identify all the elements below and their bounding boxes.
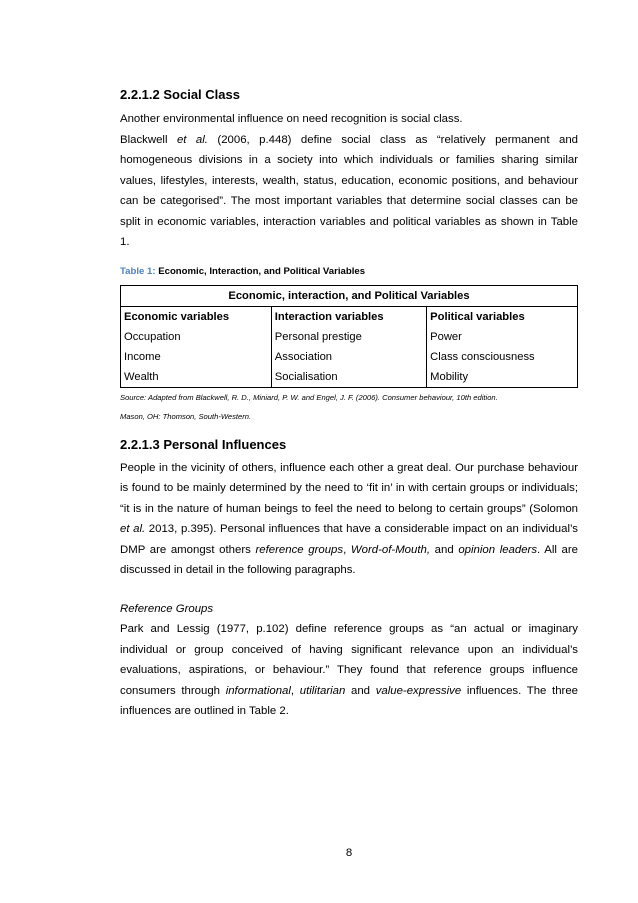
text-run: Blackwell [120, 133, 177, 146]
section-heading-social-class: 2.2.1.2 Social Class [120, 87, 240, 102]
text-run: (2006, p.448) define social class as “relatively permanent and homogeneous divisions in a society into which individuals or families sharing similar values, lifestyles, interests, wealth, status, education, economic positions, and behaviour can be categorised”. The most important variables that determine social classes can be split in economic variables, interaction variables and political variables as shown in Table 1. [120, 133, 578, 248]
table1-cell: Class consciousness [427, 347, 578, 367]
social-class-intro: Another environmental influence on need recognition is social class. [120, 113, 463, 125]
table1-cell: Occupation [121, 327, 272, 347]
table1-cell: Mobility [427, 367, 578, 388]
table1-source-line1: Source: Adapted from Blackwell, R. D., Miniard, P. W. and Engel, J. F. (2006). Consumer behaviour, 10th edition. [120, 392, 498, 402]
table1-column-header: Economic variables [121, 306, 272, 327]
table1 [120, 285, 578, 388]
subheading-reference-groups: Reference Groups [120, 602, 214, 615]
table1-column-header: Political variables [427, 306, 578, 327]
section-heading-personal-influences: 2.2.1.3 Personal Influences [120, 436, 287, 452]
table1-caption-label: Table 1: [120, 265, 156, 277]
page-number: 8 [345, 847, 353, 859]
table1-cell: Personal prestige [271, 327, 426, 347]
text-run: , [343, 543, 351, 556]
table1-cell: Wealth [121, 367, 272, 388]
table1-cell: Socialisation [271, 367, 426, 388]
table1-cell: Income [121, 347, 272, 367]
document-page [120, 86, 578, 722]
reference-groups-paragraph [120, 619, 578, 722]
table1-column-header: Interaction variables [271, 306, 426, 327]
text-run-italic: et al. [176, 133, 208, 146]
text-run: influences. The three influences are outlined in Table 2. [120, 684, 578, 717]
table-row [121, 367, 578, 388]
table1-cell: Association [271, 347, 426, 367]
table1-source-line2: Mason, OH: Thomson, South-Western. [120, 411, 252, 421]
text-run: and [345, 684, 376, 697]
text-run-italic: Word-of-Mouth, [350, 543, 431, 556]
text-run-italic: utilitarian [299, 684, 346, 697]
personal-influences-paragraph [120, 458, 578, 581]
social-class-paragraph [120, 130, 578, 253]
text-run: 2013, p.395). Personal influences that have a considerable impact on an individual’s DMP are amongst others [120, 523, 578, 556]
table-row [121, 347, 578, 367]
text-run-italic: et al. [120, 523, 146, 535]
text-run: , [290, 684, 300, 697]
text-run-italic: opinion leaders [458, 543, 538, 556]
text-run: People in the vicinity of others, influence each other a great deal. Our purchase behaviour is found to be mainly determined by the need to ‘fit in’ in with certain groups or individuals; “it is in the nature of human beings to feel the need to belong to certain groups” (Solomon [120, 461, 578, 515]
text-run-italic: value-expressive [375, 684, 462, 697]
text-run-italic: reference groups [255, 543, 344, 556]
text-run: and [430, 543, 459, 556]
table1-title: Economic, interaction, and Political Variables [121, 285, 578, 306]
text-run-italic: informational [225, 684, 291, 697]
table1-caption [120, 265, 578, 279]
table-row [121, 327, 578, 347]
text-run: . All are discussed in detail in the following paragraphs. [120, 543, 578, 576]
table1-cell: Power [427, 327, 578, 347]
text-run: Park and Lessig (1977, p.102) define reference groups as “an actual or imaginary individual or group conceived of having significant relevance upon an individual’s evaluations, aspirations, or behaviour.” They found that reference groups influence consumers through [120, 623, 578, 697]
table1-caption-text: Economic, Interaction, and Political Variables [155, 265, 366, 277]
